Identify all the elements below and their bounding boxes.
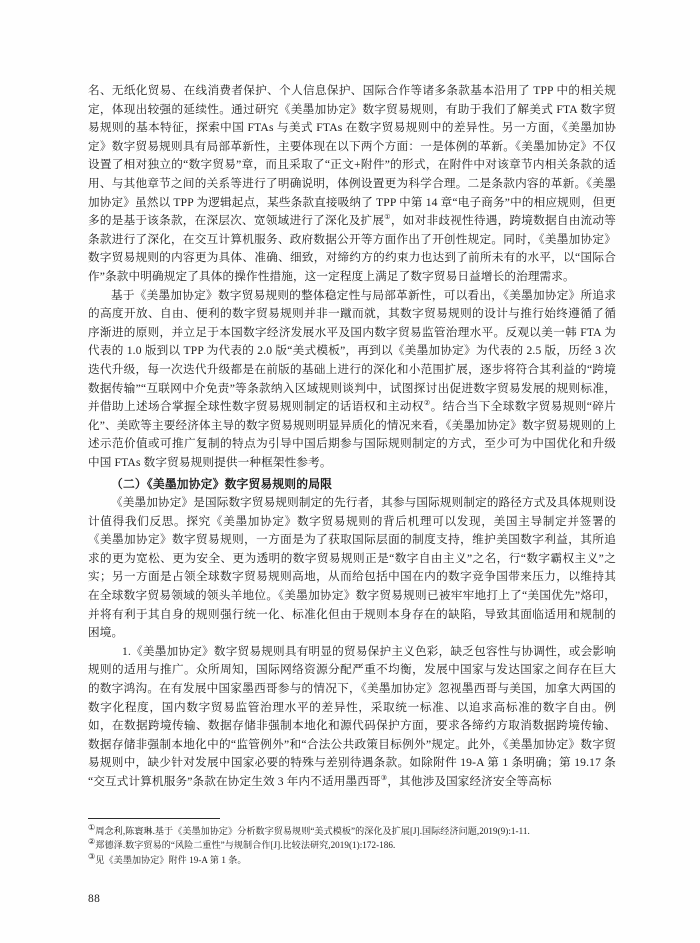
body-paragraph: 《美墨加协定》是国际数字贸易规则制定的先行者，其参与国际规则制定的路径方式及具体规则设计值得我们反思。探究《美墨加协定》数字贸易规则的背后机理可以发现，美国主导制定并签署的《美墨加协定》数字贸易规则，一方面是为了获取国际层面的制度支持，维护美国数字利益，其所追求的更为宽松、更为安全、更为透明的数字贸易规则正是“数字自由主义”之名，行“数字霸权主义”之实；另一方面是占领全球数字贸易规则高地，从而给包括中国在内的数字竞争国带来压力，以维持其在全球数字贸易领域的领头羊地位。《美墨加协定》数字贸易规则已被牢牢地打上了“美国优先”烙印，并将有利于其自身的规则强行统一化、标准化但由于规则本身存在的缺陷，导致其面临适用和规制的困境。 [88,496,616,640]
page-number: 88 [88,893,101,905]
body-paragraph: 名、无纸化贸易、在线消费者保护、个人信息保护、国际合作等诸多条款基本沿用了 TPP 中的相关规定，体现出较强的延续性。通过研究《美墨加协定》数字贸易规则，有助于我们了解美式 FTA 数字贸易规则的基本特征，探索中国 FTAs 与美式 FTAs 在数字贸易规则中的差异性。另一方面，《美墨加协定》数字贸易规则具有局部革新性，主要体现在以下两个方面：一是体例的革新。《美墨加协定》不仅设置了相对独立的“数字贸易”章，而且采取了“正文+附件”的形式，在附件中对该章节内相关条款的适用、与其他章节之间的关系等进行了明确说明，体例设置更为科学合理。二是条款内容的革新。《美墨加协定》虽然以 TPP 为逻辑起点，某些条款直接吸纳了 TPP 中第 14 章“电子商务”中的相应规则，但更多的是基于该条款，在深层次、宽领域进行了深化及扩展①，如对非歧视性待遇，跨境数据自由流动等条款进行了深化，在交互计算机服务、政府数据公开等方面作出了开创性规定。同时，《美墨加协定》数字贸易规则的内容更为具体、准确、细致，对缔约方的约束力也达到了前所未有的水平，以“国际合作”条款中明确规定了具体的操作性措施，这一定程度上满足了数字贸易日益增长的治理需求。 [88,84,616,283]
footnote-marker: ③ [88,851,96,861]
footnote-text: 周念利,陈寰琳.基于《美墨加协定》分析数字贸易规则“美式模板”的深化及扩展[J].国际经济问题,2019(9):1-11. [95,826,530,836]
footnote-item [88,838,616,852]
body-paragraph: 1.《美墨加协定》数字贸易规则具有明显的贸易保护主义色彩，缺乏包容性与协调性，或会影响规则的适用与推广。众所周知，国际网络资源分配严重不均衡，发展中国家与发达国家之间存在巨大的数字鸿沟。在有发展中国家墨西哥参与的情况下，《美墨加协定》忽视墨西哥与美国，加拿大两国的数字化程度，国内数字贸易监管治理水平的差异性，采取统一标准、以追求高标准的数字自由。例如，在数据跨境传输、数据存储非强制本地化和源代码保护方面，要求各缔约方取消数据跨境传输、数据存储非强制本地化中的“监管例外”和“合法公共政策目标例外”规定。此外，《美墨加协定》数字贸易规则中，缺少针对发展中国家必要的特殊与差别待遇条款。如除附件 19-A 第 1 条明确；第 19.17 条“交互式计算机服务”条款在协定生效 3 年内不适用墨西哥③，其他涉及国家经济安全等高标 [88,644,616,788]
body-paragraph: 基于《美墨加协定》数字贸易规则的整体稳定性与局部革新性，可以看出，《美墨加协定》所追求的高度开放、自由、便利的数字贸易规则并非一蹴而就，其数字贸易规则的设计与推行始终遵循了循序渐进的原则，并立足于本国数字经济发展水平及国内数字贸易监管治理水平。反观以美一韩 FTA 为代表的 1.0 版到以 TPP 为代表的 2.0 版“美式模板”，再到以《美墨加协定》为代表的 2.5 版，历经 3 次迭代升级，每一次迭代升级都是在前版的基础上进行的深化和小范围扩展，逐步将符合其利益的“跨境数据传输”“互联网中介免责”等条款纳入区域规则谈判中，试图探讨出促进数字贸易发展的规则标准，并借助上述场合掌握全球性数字贸易规则制定的话语权和主动权②。结合当下全球数字贸易规则“碎片化”、美欧等主要经济体主导的数字贸易规则明显异质化的情况来看，《美墨加协定》数字贸易规则的上述示范价值或可推广复制的特点为引导中国后期参与国际规则制定的方式，至少可为中国优化和升级中国 FTAs 数字贸易规则提供一种框架性参考。 [88,288,617,469]
section-heading: （二）《美墨加协定》数字贸易规则的局限 [111,477,333,492]
footnote-separator [88,818,220,819]
footnote-item [88,853,616,867]
footnote-text: 郑德泽.数字贸易的“风险二重性”与规制合作[J].比较法研究,2019(1):172-186. [95,840,396,851]
footnote-marker: ① [88,822,96,832]
footnote-item [88,824,616,838]
footnote-text: 见《美墨加协定》附件 19-A 第 1 条。 [95,854,247,865]
footnote-area [88,818,616,867]
page-body [88,82,616,792]
footnote-marker: ② [88,837,96,847]
